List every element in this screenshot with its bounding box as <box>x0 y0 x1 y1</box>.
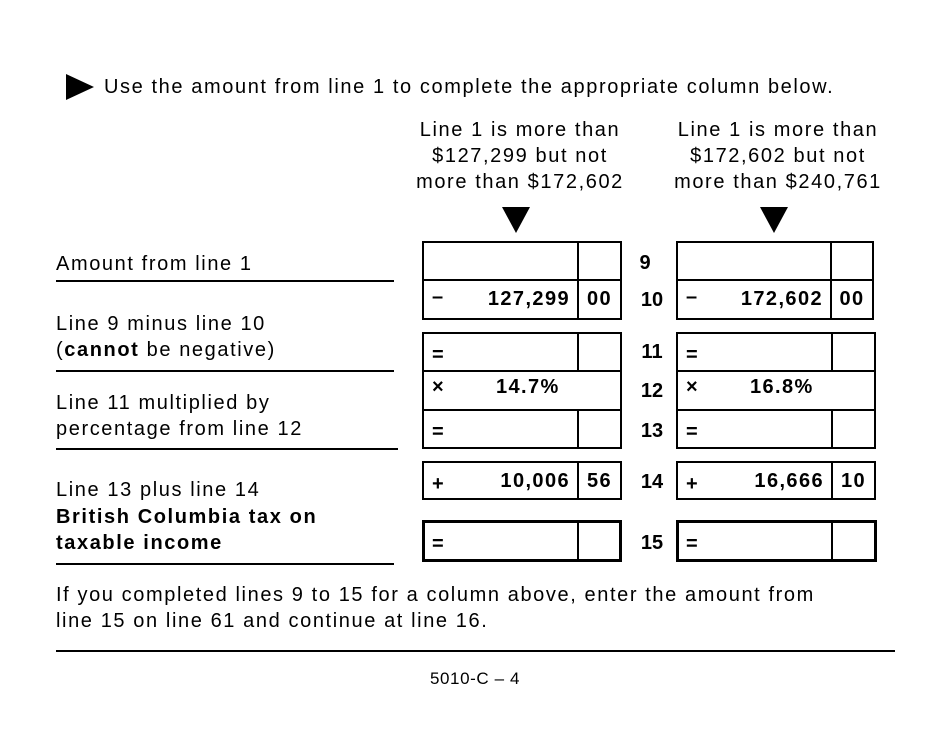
col1-line12-op: × <box>432 376 444 398</box>
line-number-12: 12 <box>640 380 664 402</box>
label-taxable-income: taxable income <box>56 532 223 554</box>
line-number-10: 10 <box>640 289 664 311</box>
line-number-13: 13 <box>640 420 664 442</box>
col2-line10-op: – <box>686 286 698 308</box>
label-cannot-rest: be negative) <box>139 339 276 361</box>
col1-line10-amount: 127,299 <box>487 288 570 310</box>
column-header-1 <box>396 117 644 195</box>
col2-line11-op: = <box>686 344 698 366</box>
column-header-1-line-3: more than $172,602 <box>416 171 624 193</box>
col1-line11-op: = <box>432 344 444 366</box>
divider <box>56 370 394 372</box>
col2-line10-field <box>676 279 874 320</box>
col1-line14-cents: 56 <box>586 470 613 492</box>
col2-line14-cents: 10 <box>840 470 867 492</box>
label-amount-from-line-1: Amount from line 1 <box>56 253 253 275</box>
col1-line15-field[interactable] <box>422 520 622 562</box>
col2-line13-field[interactable] <box>676 409 876 449</box>
divider <box>56 563 394 565</box>
footer-note-line-2: line 15 on line 61 and continue at line 16. <box>56 610 489 632</box>
line-number-14: 14 <box>640 471 664 493</box>
column-header-2-line-2: $172,602 but not <box>690 145 866 167</box>
instruction-arrow-icon <box>66 74 94 100</box>
column-header-1-line-1: Line 1 is more than <box>419 119 621 141</box>
label-cannot-be-negative <box>56 337 276 363</box>
column-2-arrow-icon <box>760 207 788 233</box>
line-number-9: 9 <box>639 252 651 274</box>
page-number: 5010-C – 4 <box>429 669 521 688</box>
col2-line10-amount: 172,602 <box>740 288 823 310</box>
col1-line14-amount: 10,006 <box>500 470 570 492</box>
divider <box>56 280 394 282</box>
label-bc-tax: British Columbia tax on <box>56 506 318 528</box>
label-line9-minus-line10: Line 9 minus line 10 <box>56 313 266 335</box>
col1-line10-cents: 00 <box>586 288 613 310</box>
col2-line12-op: × <box>686 376 698 398</box>
col2-line14-amount: 16,666 <box>754 470 824 492</box>
line-number-15: 15 <box>640 532 664 554</box>
col2-line15-field[interactable] <box>676 520 877 562</box>
col2-line9-field[interactable] <box>676 241 874 281</box>
col2-line11-field[interactable] <box>676 332 876 372</box>
col1-line12-field <box>422 370 622 411</box>
column-header-1-line-2: $127,299 but not <box>432 145 608 167</box>
label-percentage-line12: percentage from line 12 <box>56 418 303 440</box>
col2-line12-rate: 16.8% <box>750 376 814 398</box>
column-header-2-line-1: Line 1 is more than <box>677 119 879 141</box>
col2-line12-field <box>676 370 876 411</box>
col1-line15-op: = <box>432 533 444 555</box>
col2-line13-op: = <box>686 421 698 443</box>
col2-line14-op: + <box>686 473 698 495</box>
col1-line14-op: + <box>432 473 444 495</box>
col1-line11-field[interactable] <box>422 332 622 372</box>
footer-note-line-1: If you completed lines 9 to 15 for a column above, enter the amount from <box>56 584 815 606</box>
column-1-arrow-icon <box>502 207 530 233</box>
label-line11-multiplied: Line 11 multiplied by <box>56 392 271 414</box>
col2-line10-cents: 00 <box>839 288 865 310</box>
label-line13-plus-line14: Line 13 plus line 14 <box>56 479 261 501</box>
label-cannot-bold: cannot <box>64 339 140 361</box>
col1-line9-field[interactable] <box>422 241 622 281</box>
col1-line13-op: = <box>432 421 444 443</box>
col1-line13-field[interactable] <box>422 409 622 449</box>
instruction-text: Use the amount from line 1 to complete the appropriate column below. <box>104 76 835 98</box>
col2-line14-field <box>676 461 876 500</box>
col2-line15-op: = <box>686 533 698 555</box>
column-header-2-line-3: more than $240,761 <box>674 171 882 193</box>
line-number-11: 11 <box>641 341 663 363</box>
column-header-2 <box>654 117 902 195</box>
divider <box>56 448 398 450</box>
col1-line10-op: – <box>432 286 444 308</box>
col1-line12-rate: 14.7% <box>496 376 560 398</box>
col1-line10-field <box>422 279 622 320</box>
footer-divider <box>56 650 895 652</box>
col1-line14-field <box>422 461 622 500</box>
label-cannot-open: ( <box>56 339 65 361</box>
